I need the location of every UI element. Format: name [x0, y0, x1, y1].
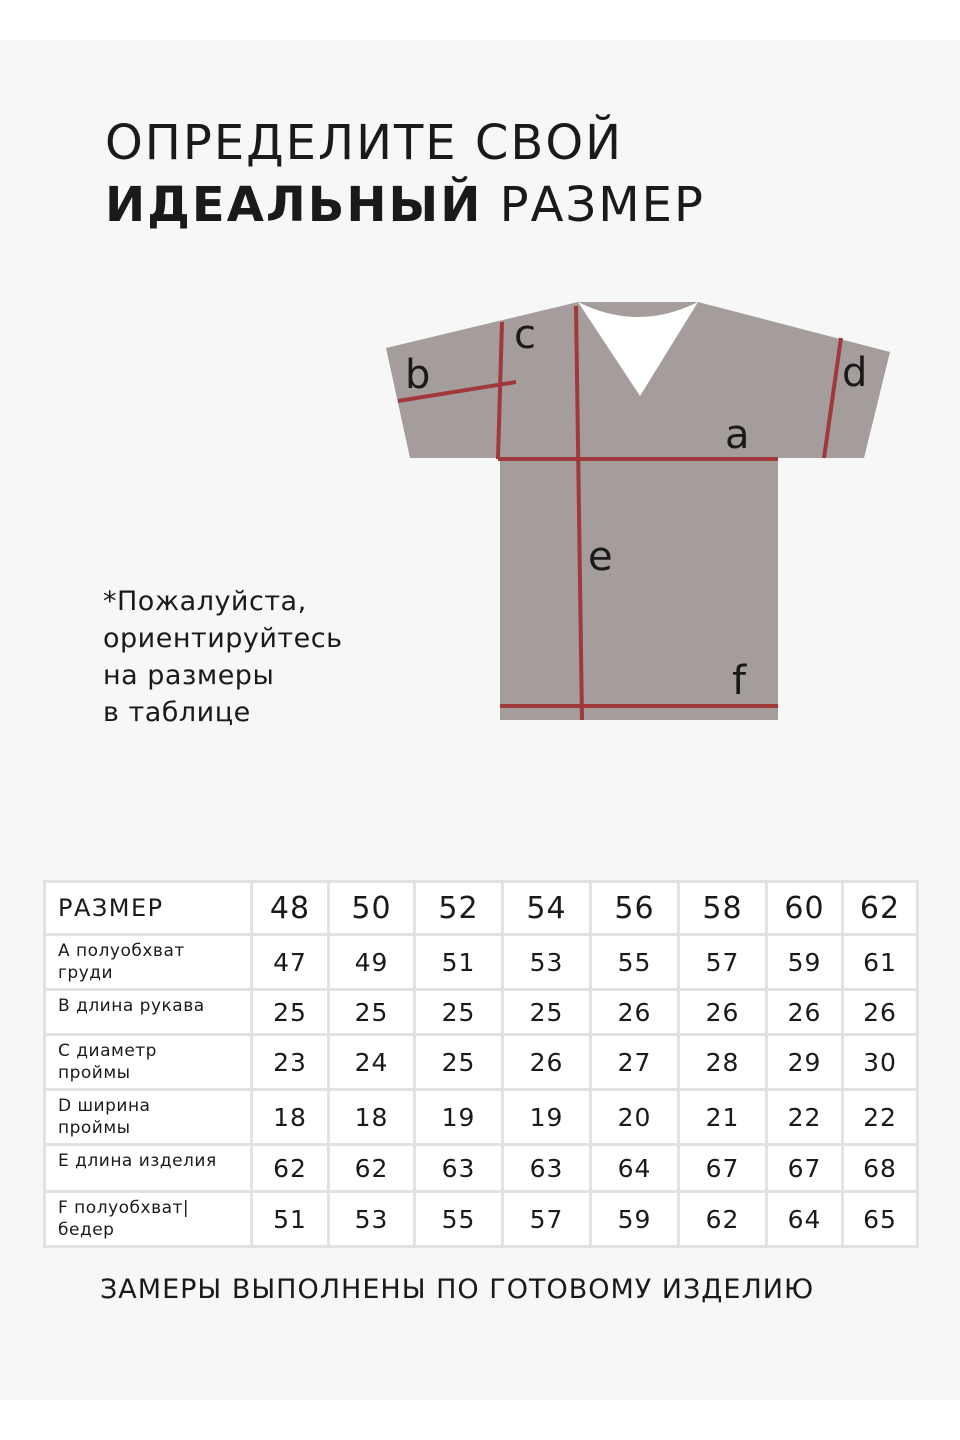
table-cell: 26: [843, 990, 918, 1035]
table-cell: 61: [843, 935, 918, 990]
table-cell: 25: [329, 990, 415, 1035]
table-cell: 65: [843, 1192, 918, 1247]
title-line-2: [105, 174, 705, 236]
table-cell: 53: [329, 1192, 415, 1247]
row-label: D ширина проймы: [45, 1090, 252, 1145]
row-label: Е длина изделия: [45, 1145, 252, 1192]
table-cell: 27: [591, 1035, 679, 1090]
table-cell: 26: [679, 990, 767, 1035]
table-cell: 55: [591, 935, 679, 990]
table-row: [45, 1090, 918, 1145]
table-cell: 59: [591, 1192, 679, 1247]
table-cell: 63: [415, 1145, 503, 1192]
table-row: [45, 1035, 918, 1090]
label-a: a: [725, 412, 750, 458]
table-row: [45, 935, 918, 990]
table-cell: 28: [679, 1035, 767, 1090]
table-cell: 25: [415, 1035, 503, 1090]
table-cell: 29: [767, 1035, 843, 1090]
size-header-cell: 58: [679, 882, 767, 935]
table-cell: 68: [843, 1145, 918, 1192]
table-cell: 59: [767, 935, 843, 990]
label-b: b: [405, 352, 431, 398]
table-cell: 18: [252, 1090, 329, 1145]
row-label: С диаметр проймы: [45, 1035, 252, 1090]
title-rest: РАЗМЕР: [482, 177, 705, 233]
table-cell: 19: [415, 1090, 503, 1145]
row-label: F полуобхват| бедер: [45, 1192, 252, 1247]
table-cell: 62: [329, 1145, 415, 1192]
table-cell: 67: [679, 1145, 767, 1192]
label-c: c: [514, 312, 536, 358]
size-header-cell: 56: [591, 882, 679, 935]
table-cell: 23: [252, 1035, 329, 1090]
title-line-1: ОПРЕДЕЛИТЕ СВОЙ: [105, 115, 624, 171]
table-cell: 67: [767, 1145, 843, 1192]
table-row: [45, 1145, 918, 1192]
table-cell: 26: [767, 990, 843, 1035]
table-row: [45, 990, 918, 1035]
table-cell: 63: [503, 1145, 591, 1192]
table-cell: 22: [843, 1090, 918, 1145]
table-cell: 64: [591, 1145, 679, 1192]
size-table: [43, 880, 919, 1248]
row-label: В длина рукава: [45, 990, 252, 1035]
table-cell: 25: [415, 990, 503, 1035]
table-cell: 20: [591, 1090, 679, 1145]
table-cell: 21: [679, 1090, 767, 1145]
size-header-cell: 60: [767, 882, 843, 935]
size-header-cell: 48: [252, 882, 329, 935]
table-cell: 25: [503, 990, 591, 1035]
title-bold-word: ИДЕАЛЬНЫЙ: [105, 177, 483, 233]
table-cell: 49: [329, 935, 415, 990]
tshirt-diagram: [380, 296, 900, 726]
label-f: f: [732, 658, 747, 704]
label-d: d: [842, 350, 868, 396]
table-cell: 30: [843, 1035, 918, 1090]
table-row: [45, 1192, 918, 1247]
size-header-cell: 50: [329, 882, 415, 935]
table-cell: 62: [679, 1192, 767, 1247]
table-cell: 19: [503, 1090, 591, 1145]
table-header-row: [45, 882, 918, 935]
table-cell: 64: [767, 1192, 843, 1247]
table-cell: 62: [252, 1145, 329, 1192]
table-cell: 51: [252, 1192, 329, 1247]
table-cell: 26: [591, 990, 679, 1035]
size-note: *Пожалуйста, ориентируйтесь на размеры в таблице: [103, 586, 343, 728]
table-cell: 47: [252, 935, 329, 990]
table-cell: 53: [503, 935, 591, 990]
label-e: e: [588, 534, 613, 580]
table-cell: 57: [503, 1192, 591, 1247]
size-header-cell: 54: [503, 882, 591, 935]
table-cell: 57: [679, 935, 767, 990]
table-cell: 22: [767, 1090, 843, 1145]
footer-note: ЗАМЕРЫ ВЫПОЛНЕНЫ ПО ГОТОВОМУ ИЗДЕЛИЮ: [100, 1274, 815, 1305]
header-label: РАЗМЕР: [45, 882, 252, 935]
row-label: А полуобхват груди: [45, 935, 252, 990]
size-header-cell: 62: [843, 882, 918, 935]
page-title: [105, 112, 705, 236]
table-cell: 18: [329, 1090, 415, 1145]
size-header-cell: 52: [415, 882, 503, 935]
table-cell: 25: [252, 990, 329, 1035]
table-cell: 55: [415, 1192, 503, 1247]
table-cell: 26: [503, 1035, 591, 1090]
table-cell: 24: [329, 1035, 415, 1090]
table-cell: 51: [415, 935, 503, 990]
